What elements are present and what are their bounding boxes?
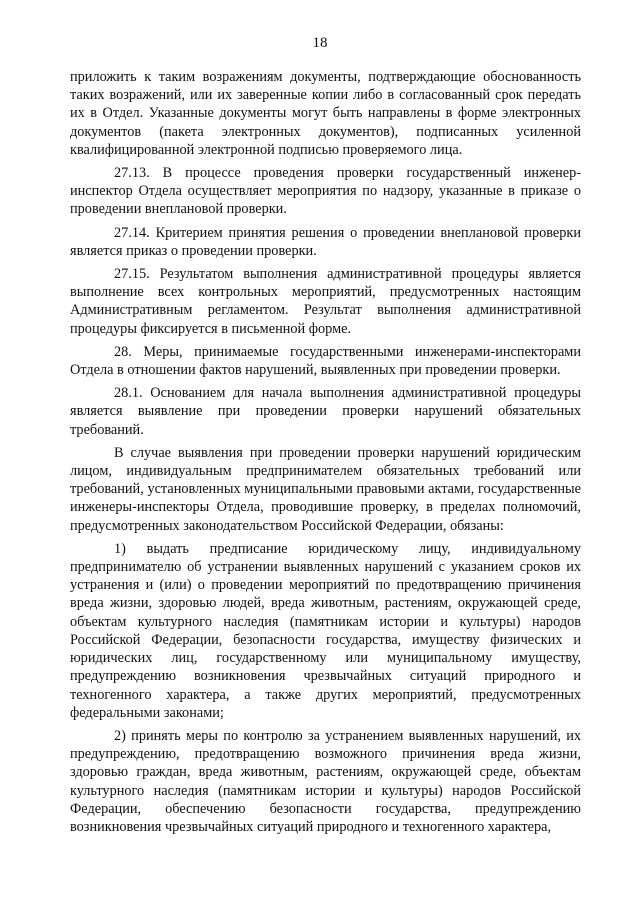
paragraph-27-15: 27.15. Результатом выполнения административной процедуры является выполнение всех контрольных мероприятий, предусмотренных настоящим Административным регламентом. Результат выполнения административной процедуры фиксируется в письменной форме.	[70, 266, 581, 337]
paragraph-continuation: приложить к таким возражениям документы, подтверждающие обоснованность таких возражений, или их заверенные копии либо в согласованный срок передать их в Отдел. Указанные документы могут быть направлены в форме электронных документов (пакета электронных документов), подписанных усиленной квалифицированной электронной подписью проверяемого лица.	[70, 69, 581, 158]
paragraph-28-1: 28.1. Основанием для начала выполнения административной процедуры является выявление при проведении проверки нарушений обязательных требований.	[70, 385, 581, 438]
list-item-2: 2) принять меры по контролю за устранением выявленных нарушений, их предупреждению, предотвращению возможного причинения вреда жизни, здоровью граждан, вреда животным, растениям, окружающей среде, объектам культурного наследия (памятникам истории и культуры) народов Российской Федерации, обеспечению безопасности государства, предупреждению возникновения чрезвычайных ситуаций природного и техногенного характера,	[70, 727, 581, 835]
page-number: 18	[312, 35, 328, 51]
paragraph-28: 28. Меры, принимаемые государственными инженерами-инспекторами Отдела в отношении фактов нарушений, выявленных при проведении проверки.	[70, 343, 581, 379]
paragraph-27-14: 27.14. Критерием принятия решения о проведении внеплановой проверки является приказ о проведении проверки.	[70, 224, 581, 259]
paragraph-violations-intro: В случае выявления при проведении проверки нарушений юридическим лицом, индивидуальным предпринимателем обязательных требований или требований, установленных муниципальными правовыми актами, государственные инженеры-инспекторы Отдела, проводившие проверку, в пределах полномочий, предусмотренных законодательством Российской Федерации, обязаны:	[70, 444, 581, 534]
document-body	[70, 68, 581, 839]
paragraph-27-13: 27.13. В процессе проведения проверки государственный инженер-инспектор Отдела осуществляет мероприятия по надзору, указанные в приказе о проведении внеплановой проверки.	[70, 165, 581, 218]
list-item-1: 1) выдать предписание юридическому лицу, индивидуальному предпринимателю об устранении выявленных нарушений с указанием сроков их устранения и (или) о проведении мероприятий по предотвращению причинения вреда жизни, здоровью людей, вреда животным, растениям, окружающей среде, объектам культурного наследия (памятникам истории и культуры) народов Российской Федерации, безопасности государства, имуществу физических и юридических лиц, государственному или муниципальному имуществу, предупреждению возникновения чрезвычайных ситуаций природного и техногенного характера, а также других мероприятий, предусмотренных федеральными законами;	[70, 540, 581, 721]
